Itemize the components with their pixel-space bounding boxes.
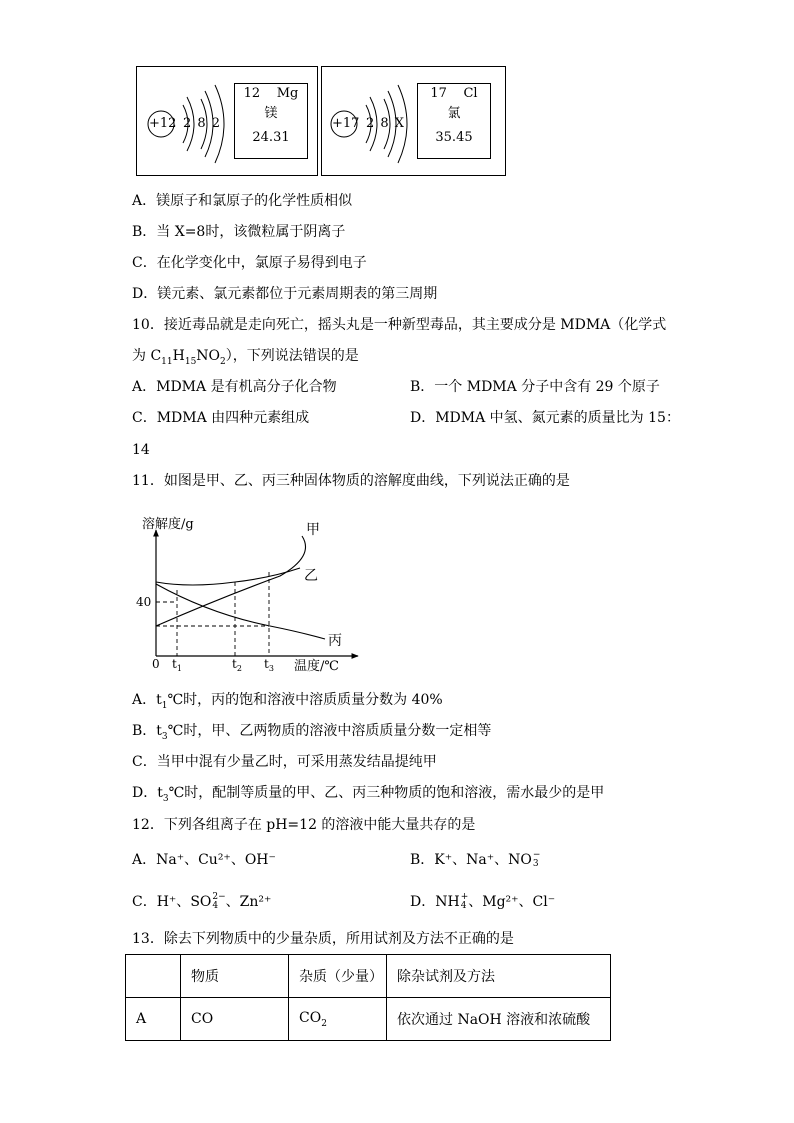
mg-number-symbol: 12 Mg [243,86,299,101]
q12-option-a: A．Na⁺、Cu²⁺、OH⁻ [132,852,276,868]
table-row [126,998,611,1041]
cl-element-card [417,83,491,159]
origin-label: 0 [152,657,160,671]
table-header-row [126,955,611,998]
atom-diagram-mg [136,66,318,176]
q11-option-b: B．$t_3℃$时，甲、乙两物质的溶液中溶质质量分数一定相等 [132,723,492,742]
q12-option-c: C．H⁺、SO 2− 4 、Zn²⁺ [132,892,272,911]
x-tick-t1: $t_1$ [172,657,182,673]
q9-option-d: D．镁元素、氯元素都位于元素周期表的第三周期 [132,286,438,302]
table-header-cell: 物质 [181,955,289,998]
x-tick-t3: $t_3$ [264,657,274,673]
series-label-yi: 乙 [304,568,318,584]
q10-option-a: A．MDMA 是有机高分子化合物 [132,379,337,395]
curve-jia [156,536,306,626]
series-label-bing: 丙 [328,633,342,649]
q9-option-b: B．当 X=8时，该微粒属于阴离子 [132,224,346,240]
q9-option-a: A．镁原子和氯原子的化学性质相似 [132,193,353,209]
substance-cell: CO [181,998,289,1041]
q13-stem: 13．除去下列物质中的少量杂质，所用试剂及方法不正确的是 [132,931,514,947]
mg-element-name: 镁 [264,106,278,121]
cl-element-name: 氯 [447,106,461,121]
q12-stem: 12．下列各组离子在 pH=12 的溶液中能大量共存的是 [132,817,476,833]
q10-stem-line1: 10．接近毒品就是走向死亡，摇头丸是一种新型毒品，其主要成分是 MDMA（化学式 [132,317,667,333]
x-tick-t2: $t_2$ [232,657,242,673]
mg-element-card [234,83,308,159]
atom-diagram-cl [321,66,506,176]
mg-nucleus-charge: +12 [149,116,177,131]
mg-atomic-mass: 24.31 [252,130,290,145]
series-label-jia: 甲 [306,522,320,538]
q11-option-d: D．$t_3℃$时，配制等质量的甲、乙、丙三种物质的饱和溶液，需水最少的是甲 [132,785,605,804]
solubility-chart [130,508,370,678]
q10-stem-line2: 为 $C_{11}H_{15}NO_2$），下列说法错误的是 [132,348,359,367]
y-axis-label: 溶解度/g [142,517,194,532]
table-header-cell [126,955,181,998]
table-header-cell: 杂质（少量） [289,955,387,998]
q11-option-a: A．$t_1℃$时，丙的饱和溶液中溶质质量分数为 40% [132,692,443,711]
mg-shell-electrons: 2 8 2 [183,116,222,131]
q12-option-d: D．NH + 4 、Mg²⁺、Cl⁻ [410,892,556,911]
q13-table [125,954,611,1041]
q10-option-b: B．一个 MDMA 分子中含有 29 个原子 [410,379,660,395]
x-axis-label: 温度/℃ [294,659,339,674]
cl-nucleus-charge: +17 [332,116,360,131]
q9-option-c: C．在化学变化中，氯原子易得到电子 [132,255,367,271]
curve-bing [156,584,325,639]
q11-stem: 11．如图是甲、乙、丙三种固体物质的溶解度曲线，下列说法正确的是 [132,473,570,489]
q10-option-c: C．MDMA 由四种元素组成 [132,410,310,426]
row-label: A [126,998,181,1041]
q10-option-d: D．MDMA 中氢、氮元素的质量比为 15： [410,410,680,426]
cl-number-symbol: 17 Cl [430,86,478,101]
table-header-cell: 除杂试剂及方法 [387,955,611,998]
method-cell: 依次通过 NaOH 溶液和浓硫酸 [387,998,611,1041]
impurity-cell: $CO_2$ [289,998,387,1041]
cl-atomic-mass: 35.45 [435,130,473,145]
y-tick-40: 40 [136,595,152,609]
q12-option-b: B．K⁺、Na⁺、NO − 3 [410,850,541,869]
q11-option-c: C．当甲中混有少量乙时，可采用蒸发结晶提纯甲 [132,754,437,770]
q10-option-d-continued: 14 [132,442,150,458]
cl-shell-electrons: 2 8 X [366,116,406,131]
